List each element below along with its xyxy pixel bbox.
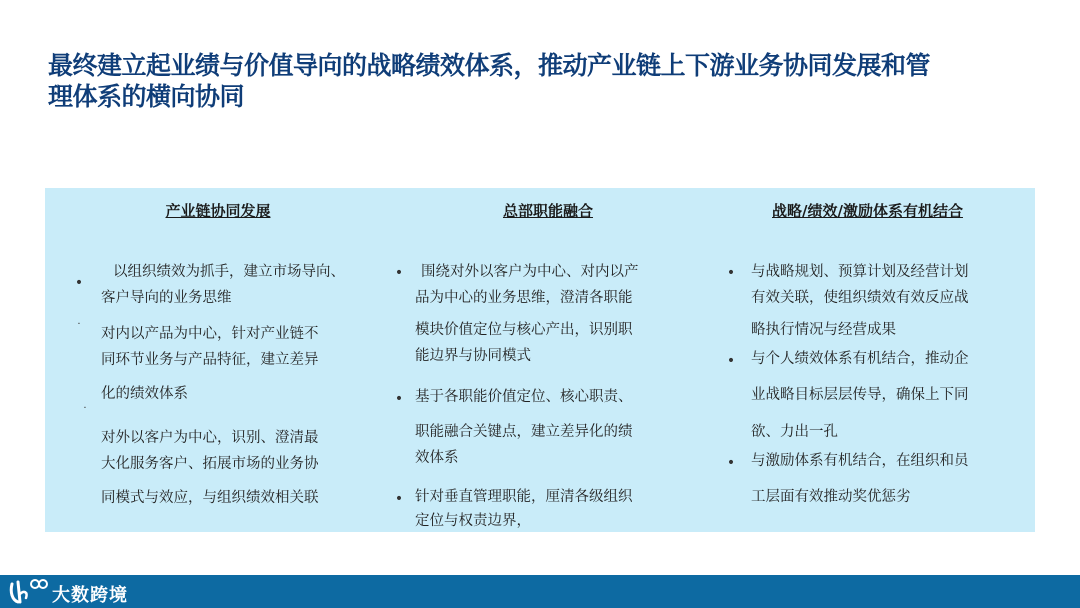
list-item [751,485,911,506]
column-industry-chain [63,188,393,532]
column-heading: 产业链协同发展 [165,202,271,220]
list-item [101,260,345,307]
list-item [415,385,633,406]
list-item [751,260,969,307]
column-strategy-performance-incentive [725,188,1030,532]
item-line: 对外以客户为中心，识别、澄清最 [101,430,319,446]
item-line: 大化服务客户、拓展市场的业务协 [101,456,319,472]
bullet-dot: · [83,403,87,414]
bullet-dot: • [394,265,404,281]
list-item [101,426,319,473]
item-line: 能边界与协同模式 [415,348,531,364]
bullet-dot: • [726,265,736,281]
bullet-dot: • [726,455,736,471]
item-line: 围绕对外以客户为中心、对内以产 [421,264,639,280]
list-item [415,485,633,530]
list-item [415,318,633,365]
item-line: 化的绩效体系 [101,386,188,402]
bullet-dot: · [77,319,81,330]
brand-logo-icon [8,576,48,606]
item-line: 与战略规划、预算计划及经营计划 [751,264,969,280]
item-line: 有效关联，使组织绩效有效反应战 [751,290,969,306]
item-line: 职能融合关键点，建立差异化的绩 [415,424,633,440]
column-heading: 战略/绩效/激励体系有机结合 [772,202,963,220]
item-line: 模块价值定位与核心产出，识别职 [415,322,633,338]
item-line: 与个人绩效体系有机结合，推动企 [751,351,969,367]
item-line: 以组织绩效为抓手，建立市场导向、 [113,264,345,280]
column-hq-functions [393,188,703,532]
item-line: 定位与权责边界， [415,513,531,529]
item-line: 品为中心的业务思维，澄清各职能 [415,290,633,306]
item-line: 同模式与效应，与组织绩效相关联 [101,490,319,506]
item-line: 略执行情况与经营成果 [751,322,896,338]
list-item [751,318,896,339]
bullet-dot: • [394,391,404,407]
item-line: 同环节业务与产品特征，建立差异 [101,352,319,368]
item-line: 基于各职能价值定位、核心职责、 [415,389,633,405]
list-item [751,420,838,441]
slide-title-line-1: 最终建立起业绩与价值导向的战略绩效体系，推动产业链上下游业务协同发展和管 [48,51,931,80]
list-item [101,322,319,369]
item-line: 欲、力出一孔 [751,424,838,440]
bullet-dot: • [394,491,404,507]
item-line: 客户导向的业务思维 [101,290,232,306]
list-item [751,347,969,368]
slide-title-line-2: 理体系的横向协同 [48,82,245,111]
footer-bar [0,575,1080,608]
list-item [415,260,639,307]
list-item [751,449,969,470]
content-panel [45,188,1035,532]
bullet-dot: • [726,353,736,369]
item-line: 与激励体系有机结合，在组织和员 [751,453,969,469]
item-line: 业战略目标层层传导，确保上下同 [751,387,969,403]
bullet-dot: • [74,275,84,291]
list-item [101,486,319,507]
brand-name: 大数跨境 [52,585,128,606]
item-line: 效体系 [415,450,459,466]
list-item [751,383,969,404]
list-item [415,420,633,467]
item-line: 工层面有效推动奖优惩劣 [751,489,911,505]
column-heading: 总部职能融合 [502,202,593,220]
item-line: 针对垂直管理职能，厘清各级组织 [415,489,633,505]
item-line: 对内以产品为中心，针对产业链不 [101,326,319,342]
list-item [101,382,188,403]
slide-title [48,50,1038,112]
